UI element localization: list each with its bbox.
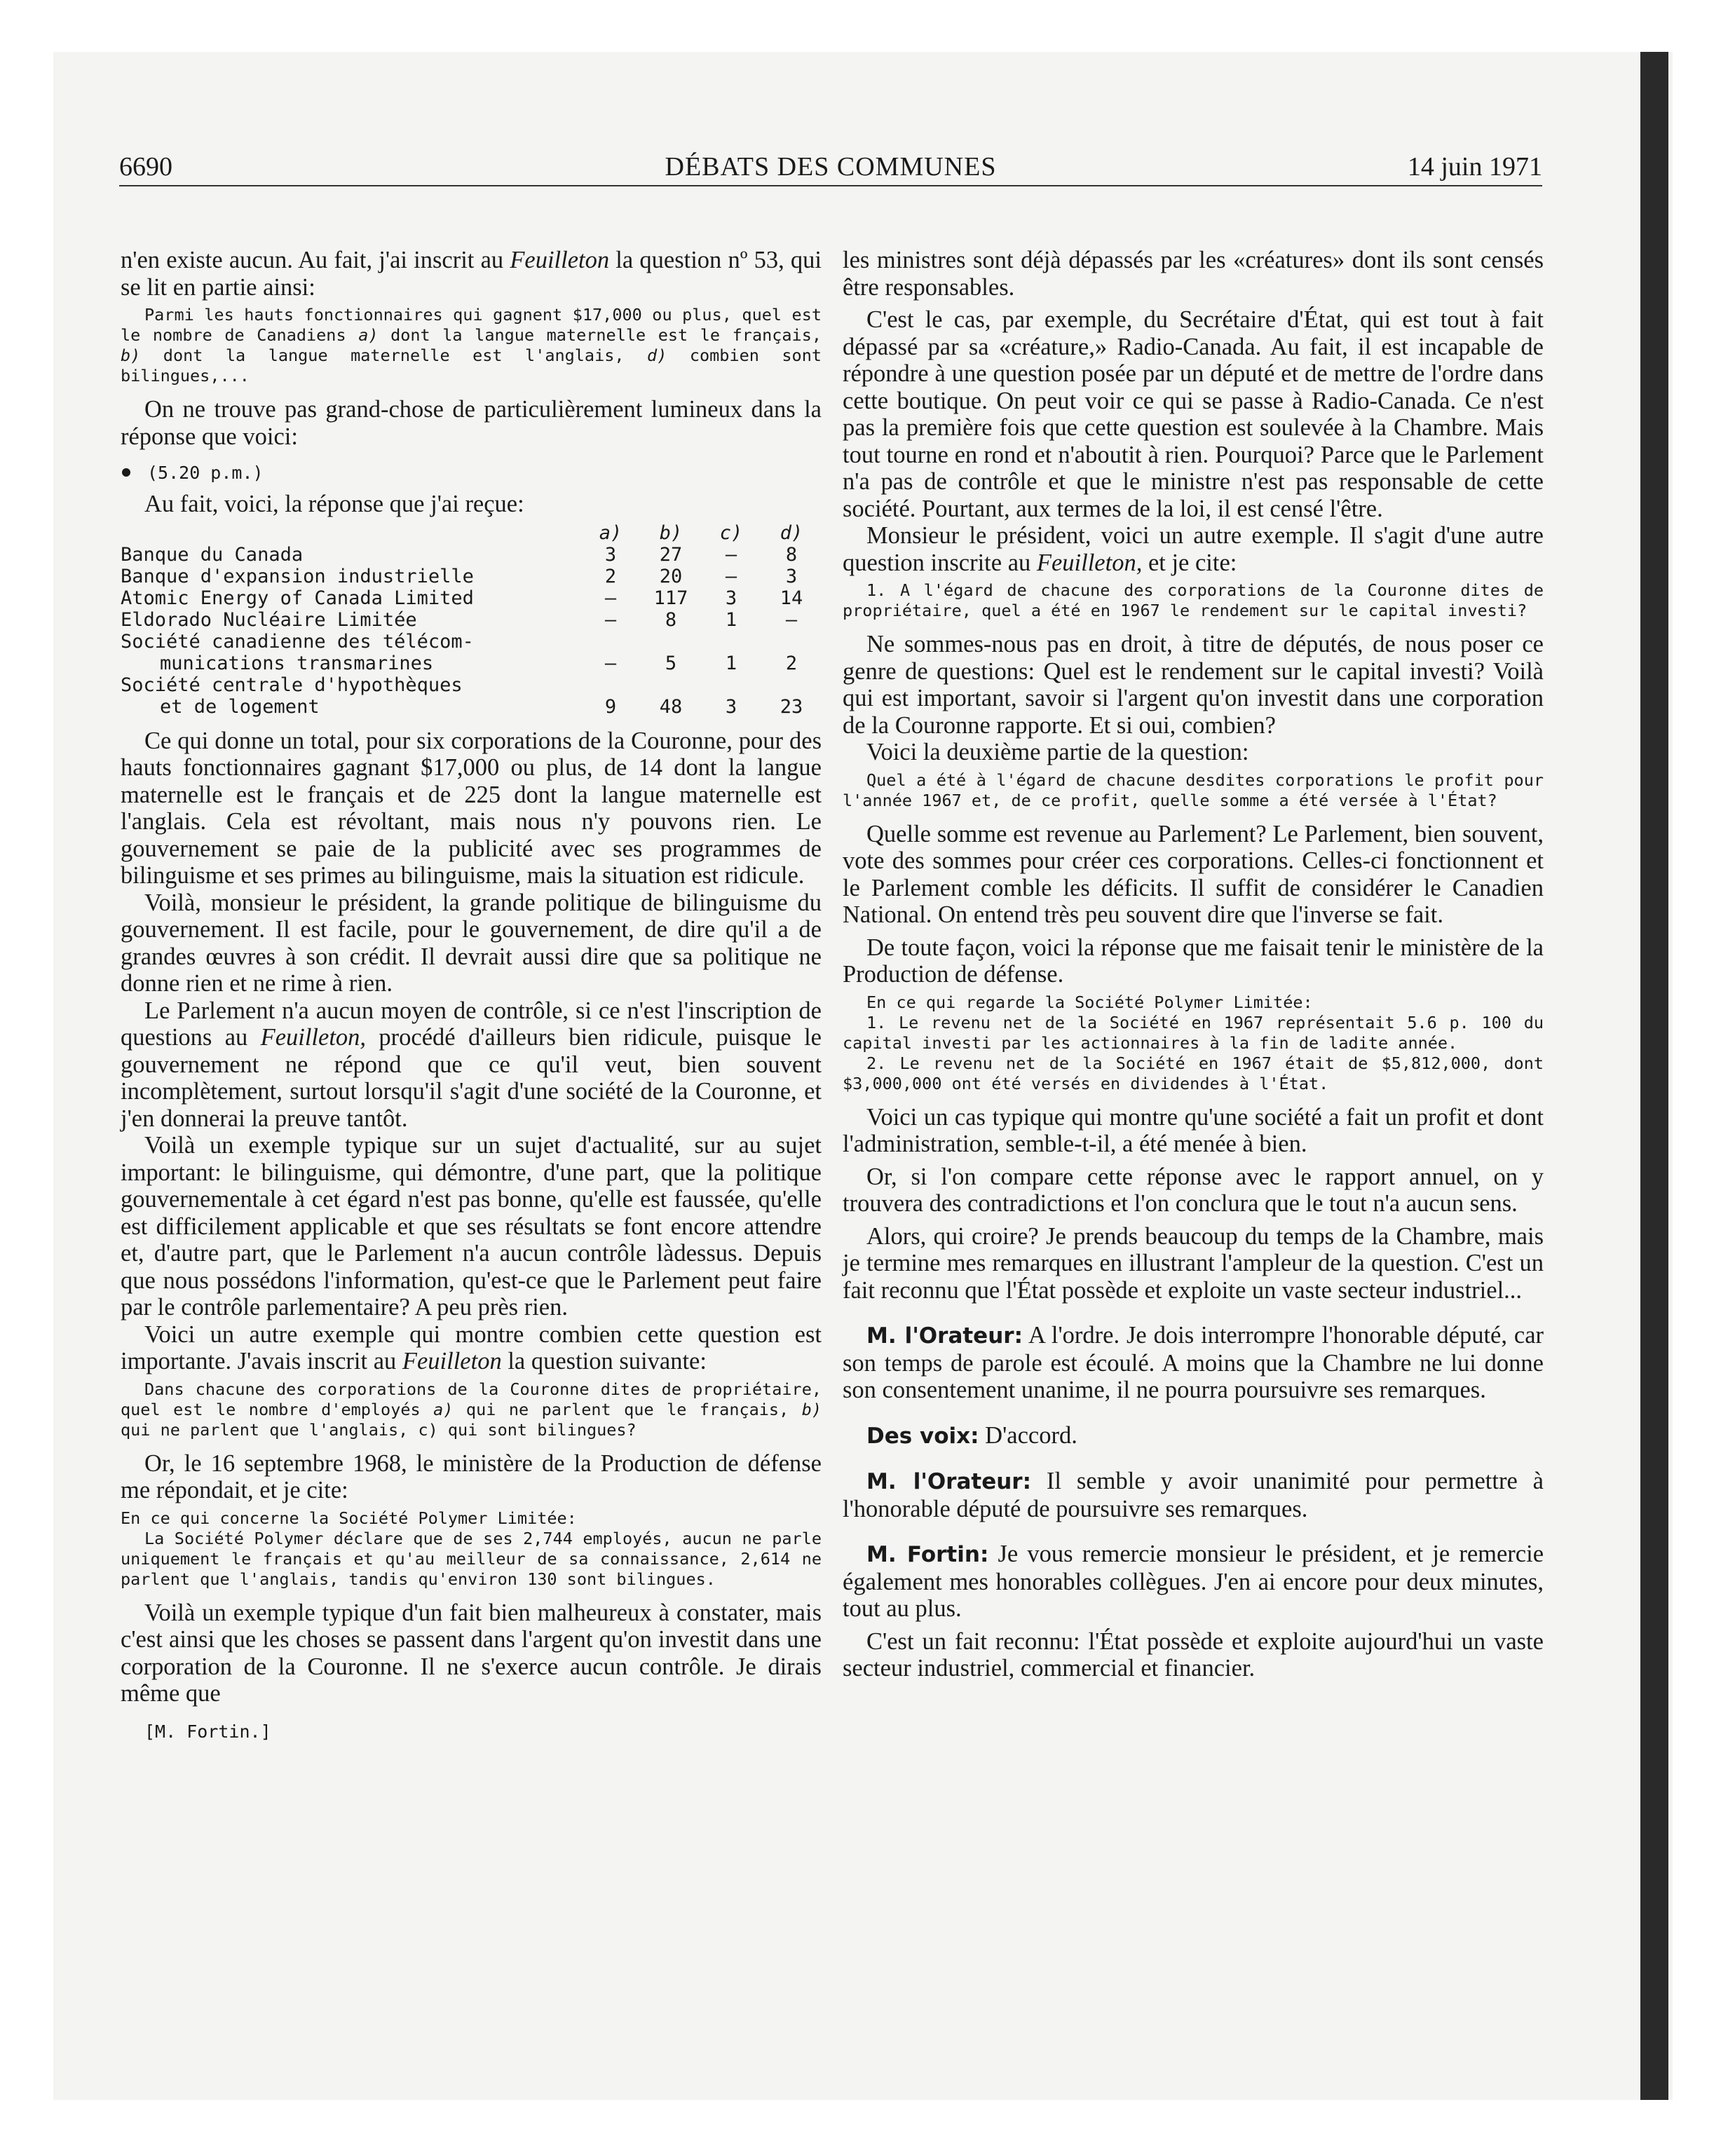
- table-row: Banque d'expansion industrielle 2 20 — 3: [121, 565, 798, 587]
- paragraph: Or, le 16 septembre 1968, le ministère de la Production de défense me répondait, et je cite:: [121, 1449, 822, 1503]
- right-column: [843, 247, 1544, 1682]
- quoted-answer: En ce qui regarde la Société Polymer Limitée: 1. Le revenu net de la Société en 1967 représentait 5.6 p. 100 du capital investi par les actionnaires à la fin de ladite année. 2. Le revenu net de la Société en 1967 était de $5,812,000, dont $3,000,000 ont été versés en dividendes à l'État.: [843, 992, 1544, 1093]
- speaker-turn: M. Fortin: Je vous remercie monsieur le président, et je remercie également mes honorables collègues. J'en ai encore pour deux minutes, tout au plus.: [843, 1541, 1544, 1622]
- speaker-name: M. Fortin:: [866, 1542, 989, 1567]
- bullet-icon: [122, 468, 130, 477]
- speaker-turn: M. l'Orateur: A l'ordre. Je dois interrompre l'honorable député, car son temps de parole est écoulé. A moins que la Chambre ne lui donne son consentement unanime, il ne pourra poursuivre ses remarques.: [843, 1322, 1544, 1403]
- page-number: 6690: [119, 152, 172, 182]
- table-row: munications transmarines — 5 1 2: [160, 652, 798, 674]
- paragraph: Ne sommes-nous pas en droit, à titre de députés, de nous poser ce genre de questions: Quel est le rendement sur le capital investi? Voilà qui est important, savoir si l'argent qu'on investit dans une corporation de la Couronne rapporte. Et si oui, combien?: [843, 631, 1544, 739]
- paragraph: Voici un cas typique qui montre qu'une société a fait un profit et dont l'administration, semble-t-il, a été menée à bien.: [843, 1103, 1544, 1157]
- column-header: d): [780, 521, 803, 544]
- column-header: c): [719, 521, 743, 544]
- answer-table: [121, 522, 822, 718]
- table-row: Eldorado Nucléaire Limitée — 8 1 —: [121, 608, 798, 631]
- speaker-name: M. l'Orateur:: [866, 1323, 1023, 1349]
- paragraph: n'en existe aucun. Au fait, j'ai inscrit au Feuilleton la question nº 53, qui se lit en partie ainsi:: [121, 247, 822, 301]
- paragraph: Voilà, monsieur le président, la grande politique de bilinguisme du gouvernement. Il est facile, pour le gouvernement, de dire qu'il a de grandes œuvres à son crédit. Il devrait aussi dire que sa politique ne donne rien et ne rime à rien.: [121, 889, 822, 997]
- table-row: Atomic Energy of Canada Limited — 117 3 14: [121, 587, 803, 609]
- paragraph: On ne trouve pas grand-chose de particulièrement lumineux dans la réponse que voici:: [121, 396, 822, 450]
- table-row: Société centrale d'hypothèques: [121, 674, 463, 696]
- speaker-turn: Des voix: D'accord.: [866, 1421, 1077, 1449]
- paragraph: Voici la deuxième partie de la question:: [866, 739, 1249, 765]
- quoted-question: 1. A l'égard de chacune des corporations de la Couronne dites de propriétaire, quel a été en 1967 le rendement sur le capital investi?: [843, 580, 1544, 620]
- paragraph: Alors, qui croire? Je prends beaucoup du temps de la Chambre, mais je termine mes remarques en illustrant l'ampleur de la question. C'est un fait reconnu que l'État possède et exploite un vaste secteur industriel...: [843, 1222, 1544, 1304]
- paragraph: Le Parlement n'a aucun moyen de contrôle, si ce n'est l'inscription de questions au Feuilleton, procédé d'ailleurs bien ridicule, puisque le gouvernement ne répond que ce qu'il veut, bien souvent incomplètement, surtout lorsqu'il s'agit d'une société de la Couronne, et j'en donnerai la preuve tantôt.: [121, 997, 822, 1132]
- column-header: a): [599, 521, 622, 544]
- paragraph: C'est un fait reconnu: l'État possède et exploite aujourd'hui un vaste secteur industriel, commercial et financier.: [843, 1628, 1544, 1681]
- paragraph: Voilà un exemple typique sur un sujet d'actualité, sur au sujet important: le bilinguisme, qui démontre, d'une part, que la politique gouvernementale à cet égard n'est pas bonne, qu'elle est faussée, qu'elle est difficilement applicable et que ses résultats se font encore attendre et, d'autre part, que le Parlement n'a aucun contrôle làdessus. Depuis que nous possédons l'information, qu'est-ce que le Parlement peut faire par le contrôle parlementaire? A peu près rien.: [121, 1132, 822, 1321]
- paragraph: Voici un autre exemple qui montre combien cette question est importante. J'avais inscrit au Feuilleton la question suivante:: [121, 1321, 822, 1374]
- table-row: Société canadienne des télécom-: [121, 630, 474, 653]
- table-row: Banque du Canada 3 27 — 8: [121, 543, 798, 566]
- paragraph: les ministres sont déjà dépassés par les «créatures» dont ils sont censés être responsables.: [843, 247, 1544, 301]
- speaker-name: Des voix:: [866, 1423, 979, 1449]
- header-rule: [119, 185, 1542, 186]
- paragraph: Voilà un exemple typique d'un fait bien malheureux à constater, mais c'est ainsi que les choses se passent dans l'argent qu'on investit dans une corporation de la Couronne. Il ne s'exerce aucun contrôle. Je dirais même que: [121, 1599, 822, 1707]
- speaker-turn: M. l'Orateur: Il semble y avoir unanimité pour permettre à l'honorable député de poursuivre ses remarques.: [843, 1468, 1544, 1522]
- column-header: b): [659, 521, 683, 544]
- paragraph: C'est le cas, par exemple, du Secrétaire d'État, qui est tout à fait dépassé par sa «créature,» Radio-Canada. Au fait, il est incapable de répondre à une question posée par un député et de mettre de l'ordre dans cette boutique. On peut voir ce qui se passe à Radio-Canada. Ce n'est pas la première fois que cette question est soulevée à la Chambre. Mais tout tourne en rond et n'aboutit à rien. Pourquoi? Parce que le Parlement n'a pas de contrôle et que le ministre n'est pas responsable de cette société. Pourtant, aux termes de la loi, il est censé l'être.: [843, 306, 1544, 522]
- quoted-question: Parmi les hauts fonctionnaires qui gagnent $17,000 ou plus, quel est le nombre de Canadiens a) dont la langue maternelle est le français, b) dont la langue maternelle est l'anglais, d) combien sont bilingues,...: [121, 305, 822, 386]
- quoted-question: Quel a été à l'égard de chacune desdites corporations le profit pour l'année 1967 et, de ce profit, quelle somme a été versée à l'État?: [843, 770, 1544, 810]
- page-header: [119, 149, 1542, 185]
- paragraph: Monsieur le président, voici un autre exemple. Il s'agit d'une autre question inscrite au Feuilleton, et je cite:: [843, 522, 1544, 576]
- paragraph: Au fait, voici, la réponse que j'ai reçue:: [144, 491, 524, 517]
- table-row: et de logement 9 48 3 23: [160, 695, 803, 718]
- quoted-answer: En ce qui concerne la Société Polymer Limitée: La Société Polymer déclare que de ses 2,744 employés, aucun ne parle uniquement le français et qu'au meilleur de sa connaissance, 2,614 ne parlent que l'anglais, tandis qu'environ 130 sont bilingues.: [121, 1508, 822, 1589]
- page-date: 14 juin 1971: [1407, 152, 1542, 182]
- paragraph: De toute façon, voici la réponse que me faisait tenir le ministère de la Production de défense.: [843, 934, 1544, 988]
- table-header-row: [121, 522, 822, 544]
- left-column: [121, 247, 822, 1744]
- paragraph: Quelle somme est revenue au Parlement? Le Parlement, bien souvent, vote des sommes pour créer ces corporations. Celles-ci fonctionnent et le Parlement comble les déficits. Il suffit de considérer le Canadien National. On entend très peu souvent dire que l'inverse se fait.: [843, 820, 1544, 928]
- speaker-name: M. l'Orateur:: [866, 1469, 1031, 1494]
- page-title: DÉBATS DES COMMUNES: [665, 152, 997, 182]
- binding-edge: [1640, 52, 1668, 2100]
- speaker-attribution: [M. Fortin.]: [144, 1721, 271, 1742]
- quoted-question: Dans chacune des corporations de la Couronne dites de propriétaire, quel est le nombre d'employés a) qui ne parlent que le français, b) qui ne parlent que l'anglais, c) qui sont bilingues?: [121, 1379, 822, 1440]
- paragraph: Or, si l'on compare cette réponse avec le rapport annuel, on y trouvera des contradictions et l'on conclura que le tout n'a aucun sens.: [843, 1163, 1544, 1217]
- paragraph: Ce qui donne un total, pour six corporations de la Couronne, pour des hauts fonctionnaires gagnant $17,000 ou plus, de 14 dont la langue maternelle est le français et de 225 dont la langue maternelle est l'anglais. Cela est révoltant, mais nous n'y pouvons rien. Le gouvernement se paie de la publicité avec ses programmes de bilinguisme et ses primes au bilinguisme, mais la situation est ridicule.: [121, 727, 822, 889]
- timestamp: (5.20 p.m.): [121, 460, 822, 486]
